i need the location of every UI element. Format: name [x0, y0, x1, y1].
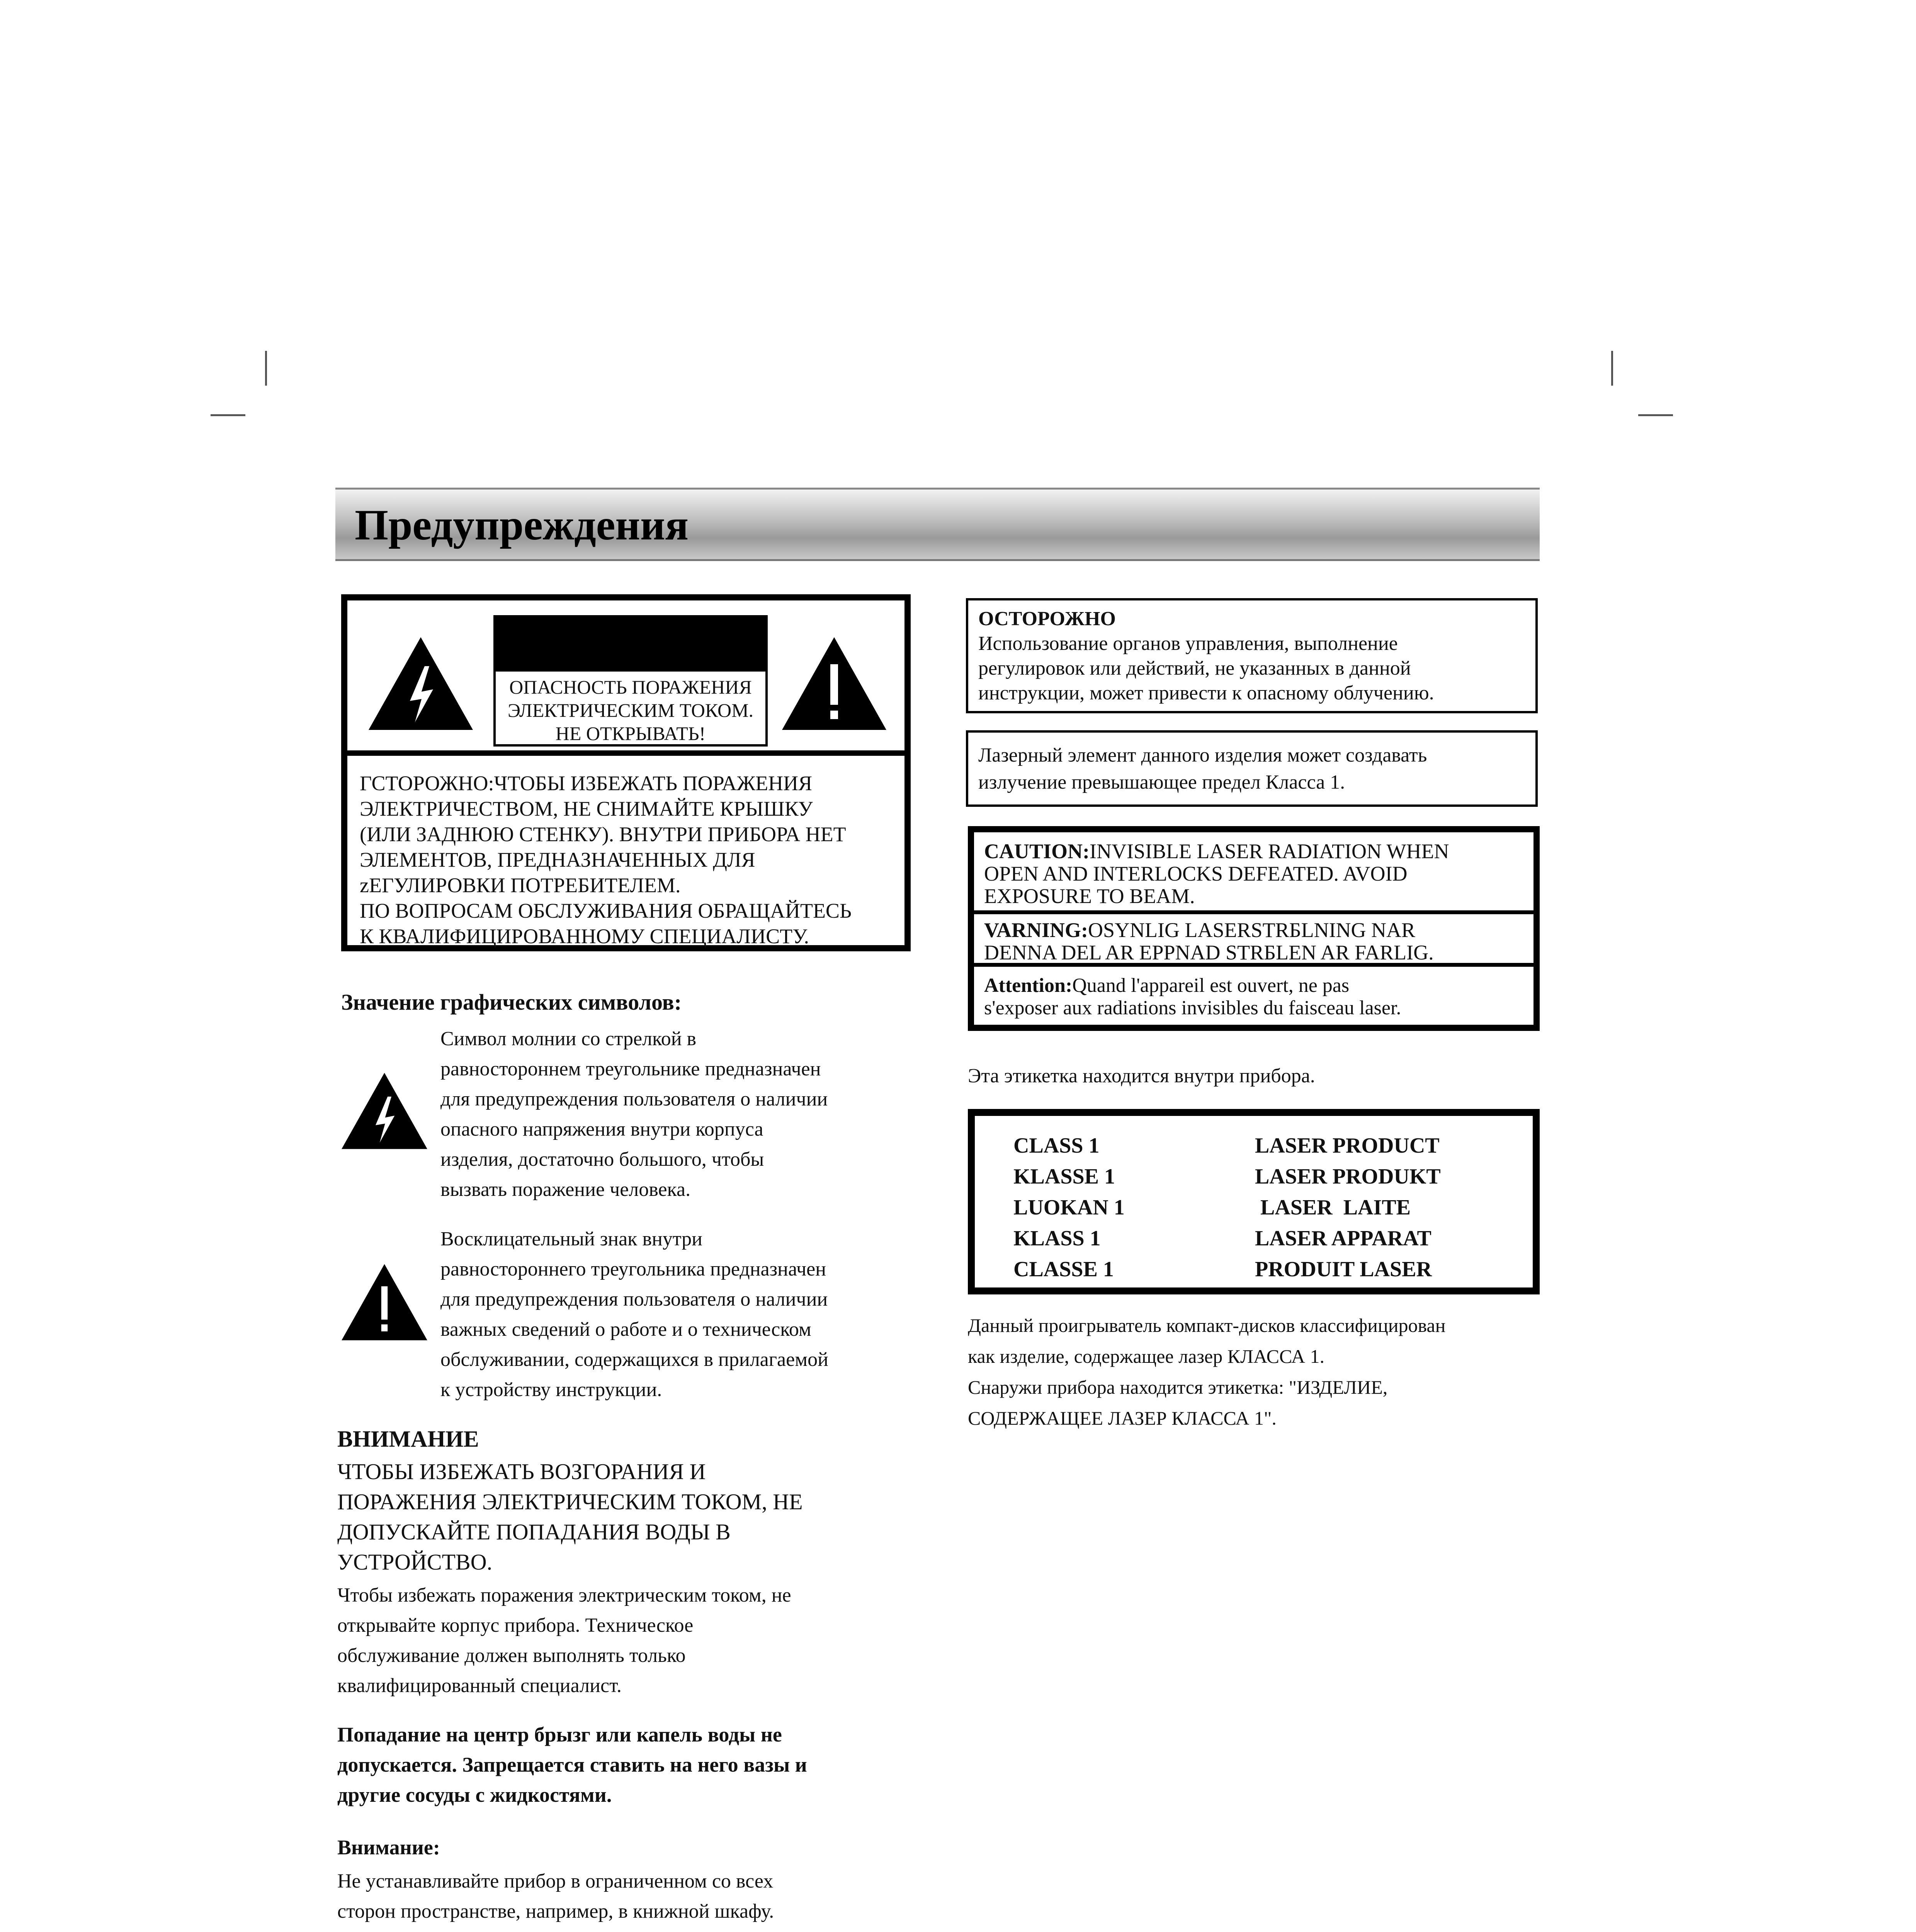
lightning-symbol-icon: [340, 1070, 429, 1151]
title-bar: [335, 488, 1540, 561]
class-right: LASER PRODUKT: [1255, 1165, 1441, 1189]
text-line: другие сосуды с жидкостями.: [337, 1783, 612, 1806]
text-line: DENNA DEL AR EPPNAD STRБLEN AR FARLIG.: [984, 941, 1434, 964]
text-line: обслуживание должен выполнять только: [337, 1645, 686, 1667]
exclamation-triangle-icon: [780, 635, 888, 732]
laser-class-label: [968, 1109, 1540, 1294]
service-warning: [337, 1580, 898, 1701]
text-line: излучение превышающее предел Класса 1.: [978, 771, 1345, 793]
attention-heading: Внимание:: [337, 1836, 440, 1859]
danger-label: [493, 615, 768, 747]
exclamation-symbol-icon: [340, 1262, 429, 1343]
text-line: ДОПУСКАЙТЕ ПОПАДАНИЯ ВОДЫ В: [337, 1519, 731, 1544]
caution-label: CAUTION:: [984, 840, 1090, 863]
text-line: ПОРАЖЕНИЯ ЭЛЕКТРИЧЕСКИМ ТОКОМ, НЕ: [337, 1489, 803, 1514]
caution-english: [974, 832, 1533, 914]
text-line: УСТРОЙСТВО.: [337, 1549, 493, 1575]
laser-caution-box: [966, 598, 1538, 713]
class-right: LASER APPARAT: [1255, 1226, 1431, 1250]
crop-mark: [1638, 414, 1673, 416]
text-line: Снаружи прибора находится этикетка: "ИЗДЕЛИЕ,: [968, 1376, 1388, 1398]
shock-warning-text: [360, 770, 901, 949]
text-line: опасного напряжения внутри корпуса: [440, 1118, 763, 1140]
danger-label-line: ОПАСНОСТЬ ПОРАЖЕНИЯ: [509, 676, 752, 698]
crop-mark: [1611, 351, 1613, 386]
class-left: KLASSE 1: [1013, 1165, 1115, 1189]
text-line: s'exposer aux radiations invisibles du faisceau laser.: [984, 997, 1401, 1019]
electric-shock-warning-box: [341, 594, 911, 951]
caution-heading: ВНИМАНИЕ: [337, 1426, 479, 1452]
class-left: CLASSE 1: [1013, 1257, 1114, 1281]
water-warning: [337, 1719, 898, 1810]
warning-label-graphic: [347, 600, 904, 756]
text-line: инструкции, может привести к опасному облучению.: [978, 682, 1434, 704]
text-line: для предупреждения пользователя о наличии: [440, 1088, 828, 1110]
text-line: Данный проигрыватель компакт-дисков классифицирован: [968, 1315, 1446, 1336]
text-line: Quand l'appareil est ouvert, ne pas: [1072, 975, 1350, 997]
text-line: квалифицированный специалист.: [337, 1675, 622, 1697]
warning-line: К КВАЛИФИЦИРОВАННОМУ СПЕЦИАЛИСТУ.: [360, 925, 809, 948]
text-line: обслуживании, содержащихся в прилагаемой: [440, 1349, 828, 1371]
text-line: открывайте корпус прибора. Техническое: [337, 1614, 694, 1636]
class-left: LUOKAN 1: [1013, 1196, 1125, 1219]
warning-line: zЕГУЛИРОВКИ ПОТРЕБИТЕЛЕМ.: [360, 874, 681, 897]
text-line: равностороннем треугольнике предназначен: [440, 1058, 821, 1080]
warning-line: (ИЛИ ЗАДНЮЮ СТЕНКУ). ВНУТРИ ПРИБОРА НЕТ: [360, 823, 846, 846]
text-line: сторон пространстве, например, в книжной шкафу.: [337, 1900, 774, 1922]
page-title: Предупреждения: [355, 501, 689, 549]
warning-line: ПО ВОПРОСАМ ОБСЛУЖИВАНИЯ ОБРАЩАЙТЕСЬ: [360, 899, 852, 922]
text-line: регулировок или действий, не указанных в данной: [978, 657, 1411, 679]
text-line: EXPOSURE TO BEAM.: [984, 884, 1195, 908]
laser-element-box: [966, 730, 1538, 807]
caution-swedish: [974, 914, 1533, 967]
label-black-band: [496, 617, 765, 672]
text-line: Символ молнии со стрелкой в: [440, 1028, 697, 1050]
class-right: LASER LAITE: [1255, 1196, 1411, 1219]
class-right: PRODUIT LASER: [1255, 1257, 1432, 1281]
text-line: Восклицательный знак внутри: [440, 1228, 703, 1250]
text-line: вызвать поражение человека.: [440, 1179, 691, 1201]
text-line: равностороннего треугольника предназначен: [440, 1258, 826, 1280]
text-line: допускается. Запрещается ставить на него вазы и: [337, 1753, 807, 1776]
warning-line: ЭЛЕМЕНТОВ, ПРЕДНАЗНАЧЕННЫХ ДЛЯ: [360, 848, 755, 871]
text-line: к устройству инструкции.: [440, 1379, 662, 1401]
class-right: LASER PRODUCT: [1255, 1134, 1440, 1158]
text-line: как изделие, содержащее лазер КЛАССА 1.: [968, 1345, 1324, 1367]
text-line: INVISIBLE LASER RADIATION WHEN: [1090, 840, 1449, 863]
crop-mark: [211, 414, 245, 416]
text-line: Использование органов управления, выполнение: [978, 633, 1398, 655]
text-line: СОДЕРЖАЩЕЕ ЛАЗЕР КЛАССА 1".: [968, 1407, 1277, 1429]
symbols-heading: Значение графических символов:: [341, 990, 682, 1015]
caution-title: ОСТОРОЖНО: [978, 608, 1116, 630]
warning-line: ГСТОРОЖНО:ЧТОБЫ ИЗБЕЖАТЬ ПОРАЖЕНИЯ: [360, 772, 813, 795]
text-line: ЧТОБЫ ИЗБЕЖАТЬ ВОЗГОРАНИЯ И: [337, 1459, 706, 1484]
text-line: OSYNLIG LASERSTRБLNING NAR: [1088, 918, 1416, 942]
lightning-symbol-description: [440, 1024, 908, 1205]
fire-shock-warning: [337, 1457, 898, 1577]
label-location-text: Эта этикетка находится внутри прибора.: [968, 1065, 1315, 1087]
text-line: Попадание на центр брызг или капель воды не: [337, 1723, 782, 1746]
caution-french: [974, 967, 1533, 1025]
attention-label: Attention:: [984, 975, 1073, 997]
warning-line: ЭЛЕКТРИЧЕСТВОМ, НЕ СНИМАЙТЕ КРЫШКУ: [360, 797, 813, 820]
danger-label-line: НЕ ОТКРЫВАТЬ!: [555, 723, 706, 744]
class-left: KLASS 1: [1013, 1226, 1101, 1250]
multilingual-laser-label: [968, 826, 1540, 1031]
text-line: для предупреждения пользователя о наличии: [440, 1288, 828, 1310]
crop-mark: [265, 351, 267, 386]
exclamation-symbol-description: [440, 1224, 908, 1405]
danger-label-line: ЭЛЕКТРИЧЕСКИМ ТОКОМ.: [507, 699, 754, 721]
text-line: изделия, достаточно большого, чтобы: [440, 1148, 764, 1170]
text-line: важных сведений о работе и о техническом: [440, 1318, 811, 1340]
text-line: Чтобы избежать поражения электрическим током, не: [337, 1584, 791, 1606]
text-line: Не устанавливайте прибор в ограниченном со всех: [337, 1870, 774, 1892]
lightning-triangle-icon: [367, 635, 475, 732]
text-line: Лазерный элемент данного изделия может создавать: [978, 744, 1427, 766]
ventilation-warning: [337, 1866, 898, 1927]
laser-classification-text: [968, 1310, 1555, 1434]
class-left: CLASS 1: [1013, 1134, 1100, 1158]
varning-label: VARNING:: [984, 918, 1088, 942]
text-line: OPEN AND INTERLOCKS DEFEATED. AVOID: [984, 862, 1408, 885]
